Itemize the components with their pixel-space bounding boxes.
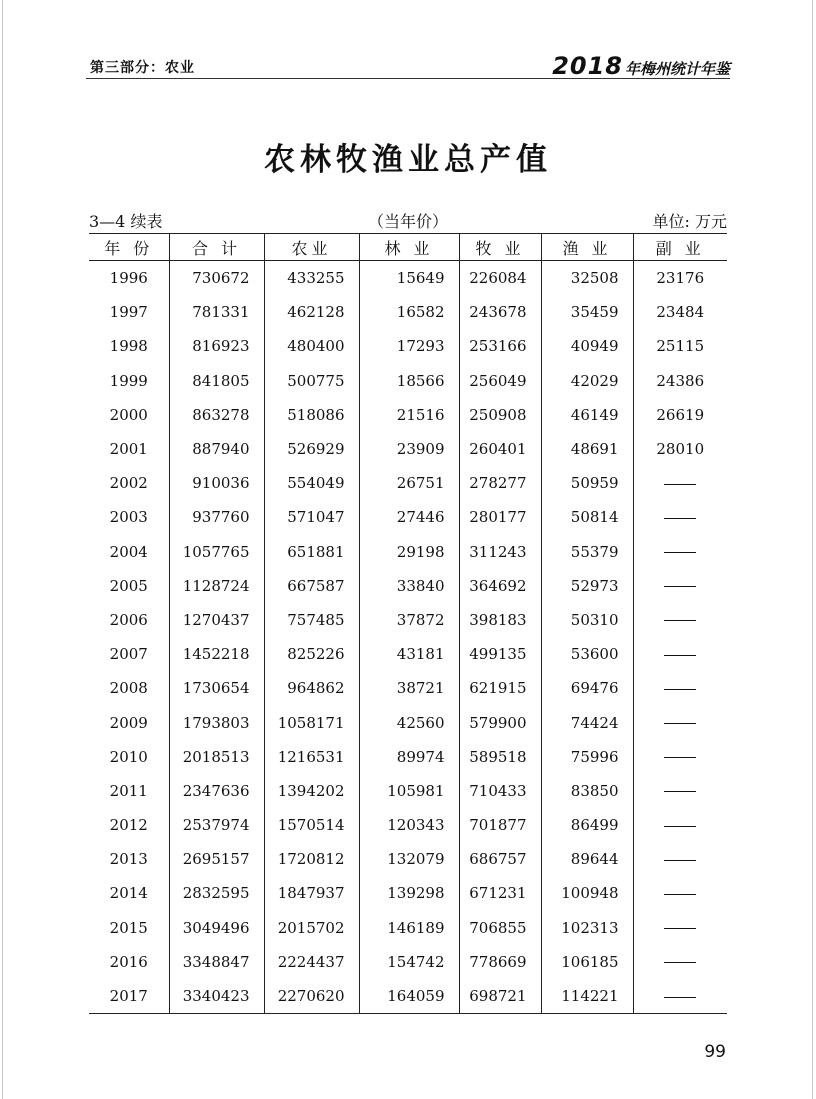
cell-agriculture: 462128	[264, 295, 359, 329]
cell-fishery: 35459	[541, 295, 633, 329]
cell-forestry: 16582	[359, 295, 459, 329]
cell-total: 887940	[169, 432, 264, 466]
cell-fishery: 55379	[541, 535, 633, 569]
cell-year: 2017	[89, 979, 169, 1014]
not-available-dash	[664, 552, 696, 553]
table-row	[89, 705, 727, 739]
cell-sideline	[633, 637, 727, 671]
cell-forestry: 29198	[359, 535, 459, 569]
not-available-dash	[664, 894, 696, 895]
cell-total: 1793803	[169, 705, 264, 739]
not-available-dash	[664, 826, 696, 827]
cell-total: 3348847	[169, 945, 264, 979]
cell-sideline	[633, 740, 727, 774]
cell-total: 3340423	[169, 979, 264, 1014]
column-header-year: 年 份	[89, 234, 169, 261]
output-value-table	[89, 233, 727, 1014]
not-available-dash	[664, 791, 696, 792]
table-meta-row	[89, 209, 727, 231]
cell-animal-husbandry: 686757	[459, 842, 541, 876]
column-header-animal-husbandry: 牧 业	[459, 234, 541, 261]
cell-fishery: 50959	[541, 466, 633, 500]
cell-animal-husbandry: 778669	[459, 945, 541, 979]
cell-agriculture: 480400	[264, 329, 359, 363]
cell-year: 2001	[109, 440, 148, 459]
table-row	[89, 603, 727, 637]
cell-sideline	[633, 979, 727, 1014]
page-title: 农林牧渔业总产值	[264, 142, 552, 178]
cell-year: 2006	[109, 610, 148, 629]
cell-year: 2013	[109, 850, 148, 869]
cell-agriculture: 1394202	[264, 774, 359, 808]
cell-fishery: 102313	[541, 911, 633, 945]
cell-total: 2347636	[169, 774, 264, 808]
cell-agriculture: 1847937	[264, 876, 359, 910]
cell-fishery: 74424	[541, 705, 633, 739]
cell-animal-husbandry: 706855	[459, 911, 541, 945]
cell-agriculture: 825226	[264, 637, 359, 671]
cell-forestry: 17293	[359, 329, 459, 363]
cell-fishery: 52973	[541, 569, 633, 603]
cell-sideline	[633, 466, 727, 500]
cell-animal-husbandry: 398183	[459, 603, 541, 637]
cell-agriculture: 554049	[264, 466, 359, 500]
cell-total: 781331	[169, 295, 264, 329]
cell-forestry: 43181	[359, 637, 459, 671]
not-available-dash	[664, 757, 696, 758]
cell-forestry: 146189	[359, 911, 459, 945]
cell-sideline: 26619	[633, 398, 727, 432]
not-available-dash	[664, 620, 696, 621]
cell-fishery: 53600	[541, 637, 633, 671]
column-header-forestry: 林 业	[359, 234, 459, 261]
cell-agriculture: 667587	[264, 569, 359, 603]
cell-agriculture: 1720812	[264, 842, 359, 876]
not-available-dash	[664, 723, 696, 724]
cell-sideline	[633, 774, 727, 808]
table-row	[89, 364, 727, 398]
cell-year: 1999	[109, 371, 148, 390]
cell-forestry: 23909	[359, 432, 459, 466]
cell-fishery: 83850	[541, 774, 633, 808]
cell-forestry: 105981	[359, 774, 459, 808]
running-header	[86, 54, 730, 78]
cell-forestry: 132079	[359, 842, 459, 876]
cell-total: 841805	[169, 364, 264, 398]
price-basis: （当年价）	[367, 212, 448, 231]
cell-year: 2002	[109, 474, 148, 493]
table-header-row	[89, 234, 727, 261]
cell-total: 863278	[169, 398, 264, 432]
cell-forestry: 26751	[359, 466, 459, 500]
cell-total: 2018513	[169, 740, 264, 774]
yearbook-year: 2018	[552, 52, 623, 80]
cell-total: 1128724	[169, 569, 264, 603]
cell-fishery: 89644	[541, 842, 633, 876]
not-available-dash	[664, 655, 696, 656]
cell-year: 2014	[109, 884, 148, 903]
cell-forestry: 27446	[359, 500, 459, 534]
cell-fishery: 69476	[541, 671, 633, 705]
cell-total: 730672	[169, 261, 264, 296]
cell-year: 2004	[109, 542, 148, 561]
cell-sideline: 25115	[633, 329, 727, 363]
cell-animal-husbandry: 253166	[459, 329, 541, 363]
cell-year: 2003	[109, 508, 148, 527]
cell-animal-husbandry: 278277	[459, 466, 541, 500]
cell-animal-husbandry: 243678	[459, 295, 541, 329]
cell-total: 937760	[169, 500, 264, 534]
cell-sideline	[633, 671, 727, 705]
cell-total: 1057765	[169, 535, 264, 569]
cell-forestry: 38721	[359, 671, 459, 705]
cell-year: 2010	[109, 747, 148, 766]
table-row	[89, 945, 727, 979]
cell-animal-husbandry: 698721	[459, 979, 541, 1014]
cell-year: 2005	[109, 576, 148, 595]
cell-fishery: 40949	[541, 329, 633, 363]
cell-sideline: 24386	[633, 364, 727, 398]
column-header-agriculture: 农业	[264, 234, 359, 261]
cell-fishery: 48691	[541, 432, 633, 466]
cell-sideline	[633, 945, 727, 979]
cell-animal-husbandry: 710433	[459, 774, 541, 808]
table-row	[89, 808, 727, 842]
cell-total: 1270437	[169, 603, 264, 637]
cell-year: 1997	[109, 303, 148, 322]
table-row	[89, 329, 727, 363]
cell-year: 1996	[109, 269, 148, 288]
not-available-dash	[664, 962, 696, 963]
cell-fishery: 32508	[541, 261, 633, 296]
cell-forestry: 42560	[359, 705, 459, 739]
cell-year: 2015	[109, 918, 148, 937]
page-number: 99	[704, 1042, 726, 1062]
cell-agriculture: 651881	[264, 535, 359, 569]
cell-forestry: 164059	[359, 979, 459, 1014]
not-available-dash	[664, 689, 696, 690]
unit-label: 单位: 万元	[652, 212, 727, 231]
cell-sideline	[633, 911, 727, 945]
cell-total: 2537974	[169, 808, 264, 842]
cell-forestry: 139298	[359, 876, 459, 910]
cell-animal-husbandry: 250908	[459, 398, 541, 432]
cell-agriculture: 1216531	[264, 740, 359, 774]
cell-forestry: 33840	[359, 569, 459, 603]
cell-animal-husbandry: 226084	[459, 261, 541, 296]
table-row	[89, 979, 727, 1014]
cell-animal-husbandry: 579900	[459, 705, 541, 739]
table-row	[89, 671, 727, 705]
cell-agriculture: 526929	[264, 432, 359, 466]
section-label: 第三部分：农业	[90, 60, 195, 76]
not-available-dash	[664, 484, 696, 485]
cell-sideline	[633, 569, 727, 603]
cell-forestry: 89974	[359, 740, 459, 774]
table-row	[89, 637, 727, 671]
cell-animal-husbandry: 280177	[459, 500, 541, 534]
cell-fishery: 114221	[541, 979, 633, 1014]
cell-agriculture: 433255	[264, 261, 359, 296]
not-available-dash	[664, 928, 696, 929]
cell-total: 1730654	[169, 671, 264, 705]
cell-year: 2012	[109, 816, 148, 835]
table-body	[89, 261, 727, 1014]
cell-agriculture: 571047	[264, 500, 359, 534]
cell-forestry: 154742	[359, 945, 459, 979]
column-header-total: 合 计	[169, 234, 264, 261]
cell-year: 2009	[109, 713, 148, 732]
cell-animal-husbandry: 256049	[459, 364, 541, 398]
cell-year: 2000	[109, 405, 148, 424]
cell-animal-husbandry: 589518	[459, 740, 541, 774]
not-available-dash	[664, 518, 696, 519]
cell-sideline	[633, 842, 727, 876]
cell-total: 1452218	[169, 637, 264, 671]
cell-fishery: 75996	[541, 740, 633, 774]
table-row	[89, 295, 727, 329]
cell-agriculture: 2015702	[264, 911, 359, 945]
cell-sideline	[633, 876, 727, 910]
cell-fishery: 86499	[541, 808, 633, 842]
not-available-dash	[664, 586, 696, 587]
cell-year: 2011	[109, 781, 148, 800]
cell-year: 1998	[109, 337, 148, 356]
table-row	[89, 740, 727, 774]
yearbook-title	[552, 52, 730, 80]
cell-sideline: 28010	[633, 432, 727, 466]
cell-fishery: 100948	[541, 876, 633, 910]
cell-sideline	[633, 603, 727, 637]
cell-agriculture: 518086	[264, 398, 359, 432]
cell-agriculture: 757485	[264, 603, 359, 637]
table-row	[89, 466, 727, 500]
cell-fishery: 46149	[541, 398, 633, 432]
table-row	[89, 500, 727, 534]
cell-agriculture: 2270620	[264, 979, 359, 1014]
cell-total: 2832595	[169, 876, 264, 910]
cell-forestry: 120343	[359, 808, 459, 842]
not-available-dash	[664, 860, 696, 861]
cell-animal-husbandry: 260401	[459, 432, 541, 466]
column-header-fishery: 渔 业	[541, 234, 633, 261]
cell-animal-husbandry: 364692	[459, 569, 541, 603]
cell-agriculture: 2224437	[264, 945, 359, 979]
cell-sideline: 23176	[633, 261, 727, 296]
column-header-sideline: 副 业	[633, 234, 727, 261]
cell-sideline	[633, 500, 727, 534]
cell-animal-husbandry: 671231	[459, 876, 541, 910]
cell-total: 2695157	[169, 842, 264, 876]
cell-total: 3049496	[169, 911, 264, 945]
cell-total: 816923	[169, 329, 264, 363]
cell-animal-husbandry: 701877	[459, 808, 541, 842]
cell-agriculture: 500775	[264, 364, 359, 398]
cell-agriculture: 964862	[264, 671, 359, 705]
cell-agriculture: 1570514	[264, 808, 359, 842]
cell-forestry: 15649	[359, 261, 459, 296]
table-row	[89, 432, 727, 466]
cell-fishery: 42029	[541, 364, 633, 398]
table-row	[89, 911, 727, 945]
cell-forestry: 21516	[359, 398, 459, 432]
cell-sideline: 23484	[633, 295, 727, 329]
cell-sideline	[633, 535, 727, 569]
yearbook-name: 年梅州统计年鉴	[624, 60, 730, 78]
cell-agriculture: 1058171	[264, 705, 359, 739]
table-row	[89, 876, 727, 910]
cell-fishery: 50814	[541, 500, 633, 534]
table-row	[89, 261, 727, 296]
cell-forestry: 18566	[359, 364, 459, 398]
cell-year: 2016	[109, 952, 148, 971]
cell-forestry: 37872	[359, 603, 459, 637]
cell-fishery: 106185	[541, 945, 633, 979]
cell-sideline	[633, 808, 727, 842]
table-row	[89, 569, 727, 603]
table-row	[89, 842, 727, 876]
cell-sideline	[633, 705, 727, 739]
cell-animal-husbandry: 311243	[459, 535, 541, 569]
not-available-dash	[664, 997, 696, 998]
cell-animal-husbandry: 499135	[459, 637, 541, 671]
cell-fishery: 50310	[541, 603, 633, 637]
table-row	[89, 535, 727, 569]
cell-total: 910036	[169, 466, 264, 500]
cell-year: 2008	[109, 679, 148, 698]
table-id: 3—4 续表	[89, 212, 163, 231]
table-row	[89, 774, 727, 808]
header-rule	[86, 78, 730, 79]
cell-animal-husbandry: 621915	[459, 671, 541, 705]
cell-year: 2007	[109, 645, 148, 664]
table-row	[89, 398, 727, 432]
